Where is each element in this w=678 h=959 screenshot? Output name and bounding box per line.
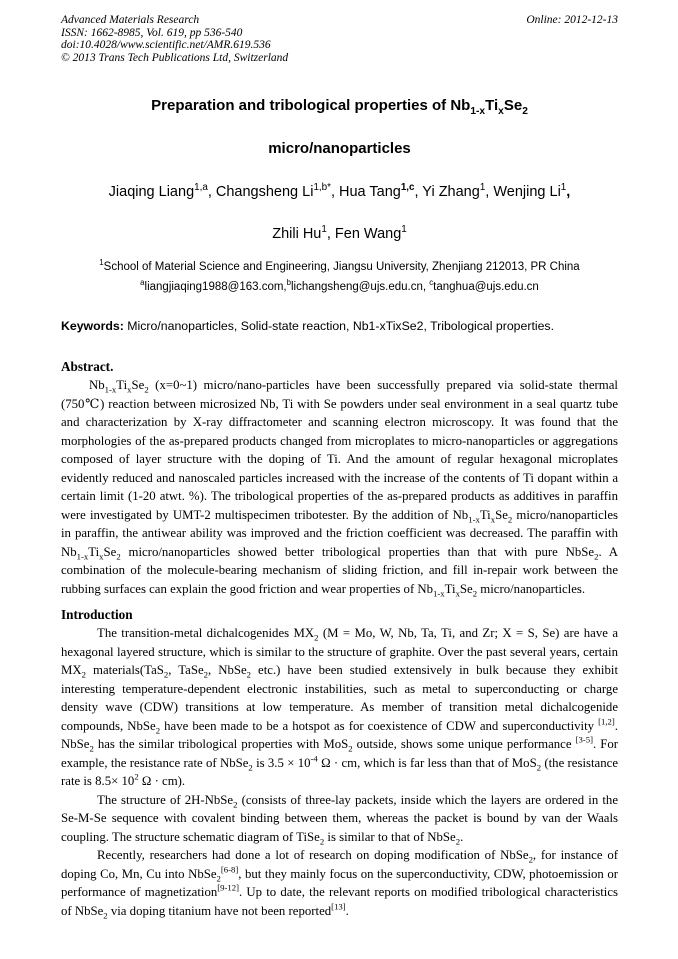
introduction-paragraph-2: The structure of 2H-NbSe$_2$ (consists of three-lay packets, inside which the layers are ordered in the Se-M-Se sequence with covalent binding between them, whereas the packet is bound by van der Waals coupling. The structure schematic diagram of TiSe$_2$ is similar to that of NbSe$_2$.: [61, 792, 619, 847]
abstract-heading: Abstract.: [61, 358, 114, 374]
abstract-paragraph: $Nb_{1-x}Ti_xSe_2$ (x=0~1) micro/nano-particles have been successfully prepared via solid-state thermal (750℃) reaction between microsized Nb, Ti with Se powders under seal environment in a seal quartz tube and characterization by X-ray diffractometer and scanning electron microscopy. It was found that the morphologies of the as-prepared products changed from microplates to micro-nanoparticles or aggregations composed of layer structure with the doping of Ti. And the amount of regular hexagonal microplates evidently reduced and nanoscaled particles increased with the increase of the contents of Ti dopant within a certain limit (1-20 atwt. %). The tribological properties of the as-prepared products as additives in paraffin were investigated by UMT-2 multispecimen tribotester. By the addition of $Nb_{1-x}Ti_xSe_2$ micro/nanoparticles in paraffin, the antiwear ability was improved and the friction coefficient was decreased. The paraffin with $Nb_{1-x}Ti_xSe_2$ micro/nanoparticles showed better tribological properties than that with pure NbSe$_2$. A combination of the molecule-bearing mechanism of sliding friction, and fill in-repair work between the rubbing surfaces can explain the good friction and wear properties of $Nb_{1-x}Ti_xSe_2$ micro/nanoparticles.: [61, 378, 619, 599]
copyright-line: © 2013 Trans Tech Publications Ltd, Switzerland: [61, 51, 289, 64]
issn-line: ISSN: 1662-8985, Vol. 619, pp 536-540: [61, 26, 243, 39]
introduction-paragraph-1: The transition-metal dichalcogenides $MX_2$ (M = Mo, W, Nb, Ta, Ti, and Zr; X = S, Se) are have a hexagonal layered structure, which is similar to the structure of graphite. Over the past several years, certain $MX_2$ materials(TaS$_2$, TaSe$_2$, NbSe$_2$ etc.) have been studied extensively in bulk because they exhibit interesting temperature-dependent electronic instabilities, such as metal to superconducting or charge density wave (CDW) transitions at low temperature. As member of transition metal dichalcogenide compounds, NbSe$_2$ have been made to be a hotspot as for coexistence of CDW and superconductivity [1,2]. NbSe$_2$ has the similar tribological properties with MoS$_2$ outside, shows some unique performance [3-5]. For example, the resistance rate of NbSe$_2$ is $3.5 \times 10^{-4}$ Ω · cm, which is far less than that of MoS$_2$ (the resistance rate is $8.5\times 10^2$ Ω · cm).: [61, 626, 619, 789]
introduction-heading: Introduction: [61, 607, 133, 623]
doi-line: doi:10.4028/www.scientific.net/AMR.619.536: [61, 39, 271, 52]
journal-header-left: [61, 14, 288, 64]
authors-line1: Jiaqing Liang$^{1,a}$, Changsheng $Li^{1,b*}$, Hua Tang$^{1,c}$, Yi Zhang$^1$, Wenjing Li$^1$,: [108, 182, 571, 200]
paper-title-line1: Preparation and tribological properties of $Nb_{1-x}Ti_xSe_2$: [151, 97, 528, 118]
keywords-line: [61, 319, 618, 335]
authors-line2: Zhili Hu$^1$, Fen Wang$^1$: [272, 224, 407, 243]
online-date: Online: 2012-12-13: [526, 14, 618, 26]
affiliation-line: $^1$School of Material Science and Engineering, Jiangsu University, Zhenjiang 212013, PR China: [99, 257, 580, 273]
introduction-paragraph-3: Recently, researchers had done a lot of research on doping modification of NbSe$_2$, for instance of doping Co, Mn, Cu into NbSe$_2$[6-8], but they mainly focus on the superconductivity, CDW, photoemission or performance of magnetization[9-12]. Up to date, the relevant reports on modified tribological characteristics of NbSe$_2$ via doping titanium have not been reported[13].: [61, 848, 618, 921]
keywords-label: Keywords:: [61, 318, 124, 333]
paper-title-line2: micro/nanoparticles: [268, 139, 411, 157]
keywords-text: Micro/nanoparticles, Solid-state reaction, Nb1-xTixSe2, Tribological properties.: [123, 318, 555, 333]
author-emails: $^a$liangjiaqing1988@163.com,$^b$lichangsheng@ujs.edu.cn, $^c$tanghua@ujs.edu.cn: [140, 277, 539, 293]
journal-header: [61, 14, 618, 64]
journal-name: Advanced Materials Research: [61, 14, 200, 26]
